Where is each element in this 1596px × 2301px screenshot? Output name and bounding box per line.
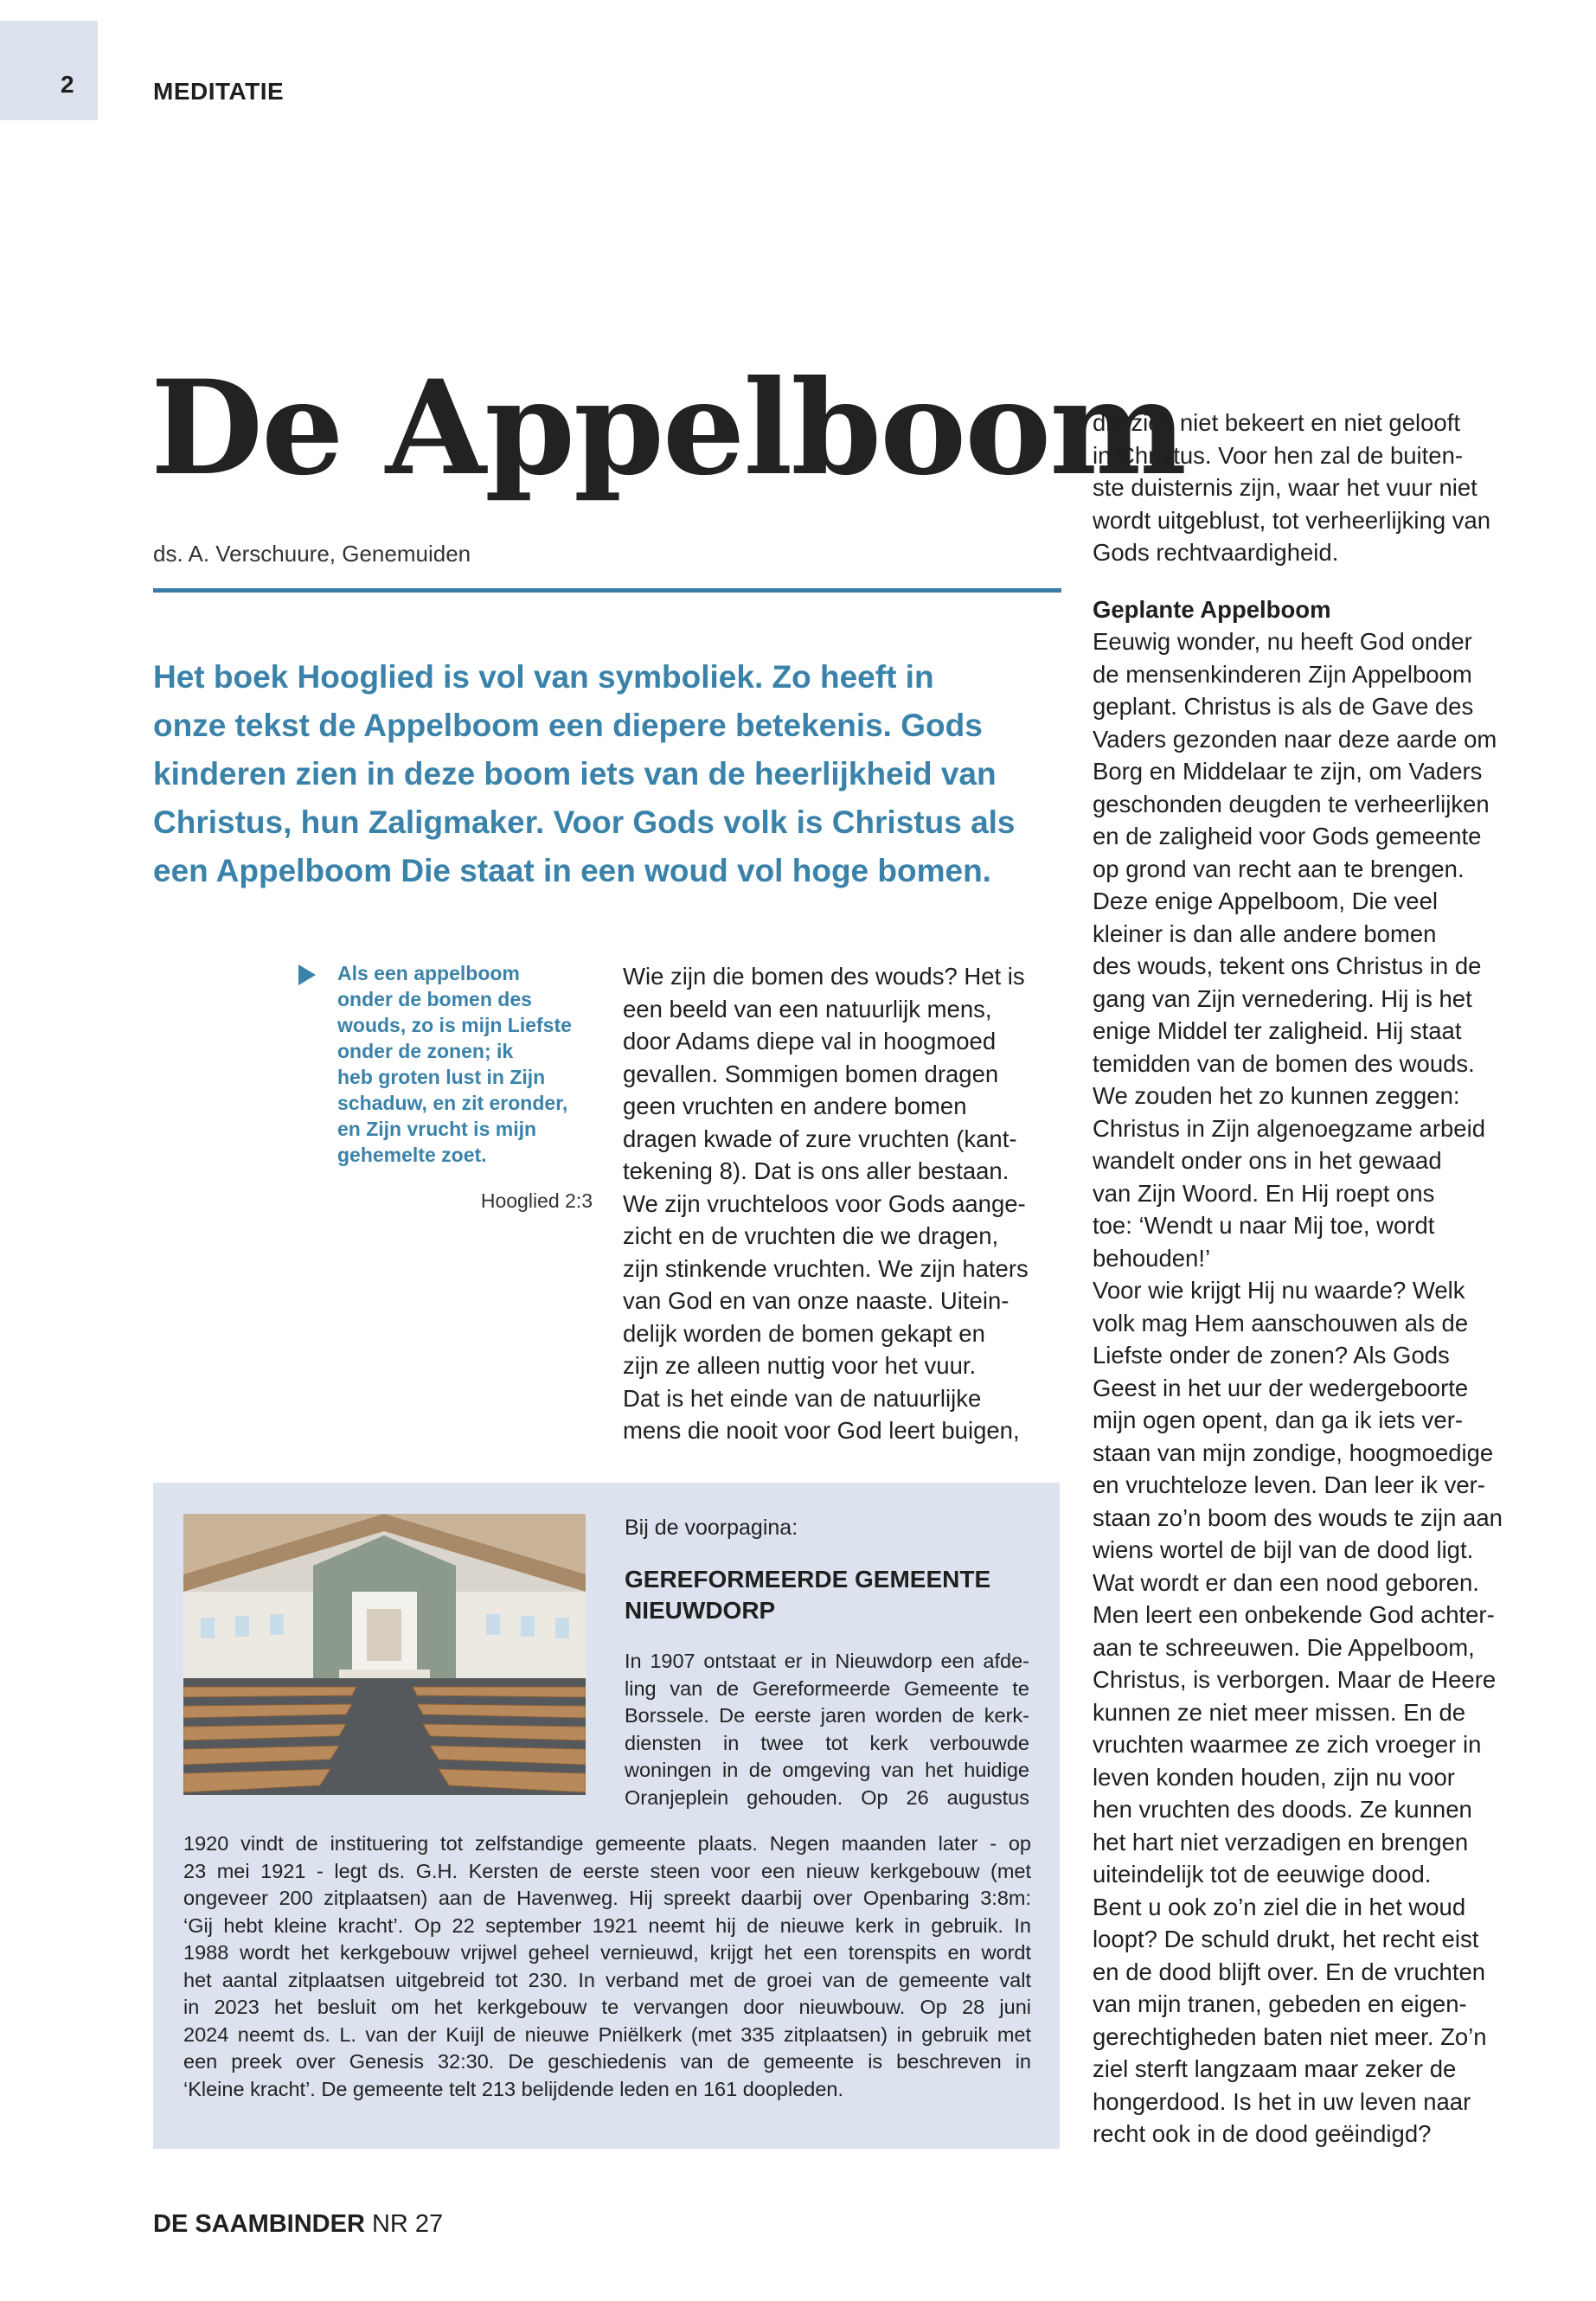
body-line: Liefste onder de zonen? Als Gods [1093,1342,1450,1368]
cover-text-line: 1988 wordt het kerkgebouw vrijwel geheel vernieuwd, krijgt het een torenspits en wordt [183,1941,1031,1964]
body-line: hongerdood. Is het in uw leven naar [1093,2087,1471,2115]
lead-line: Het boek Hooglied is vol van symboliek. Zo heeft in [153,659,934,695]
cover-text-line: ‘Kleine kracht’. De gemeente telt 213 belijdende leden en 161 doopleden. [183,2077,844,2100]
subheading: Geplante Appelboom [1093,595,1331,623]
page-number: 2 [61,71,74,98]
body-line: door Adams diepe val in hoogmoed [623,1028,997,1054]
body-line: die zich niet bekeert en niet gelooft [1093,409,1461,436]
body-line: Vaders gezonden naar deze aarde om [1093,725,1497,753]
body-line: loopt? De schuld drukt, het recht eist [1093,1926,1479,1952]
lead-line: kinderen zien in deze boom iets van de heerlijkheid van [153,756,997,792]
section-label: MEDITATIE [153,78,285,105]
quote-line: onder de bomen des [337,988,532,1010]
body-line: en vruchteloze leven. Dan leer ik ver- [1093,1471,1485,1498]
body-line: Men leert een onbekende God achter- [1093,1601,1495,1628]
body-line: van Zijn Woord. En Hij roept ons [1093,1179,1435,1207]
quote-line: en Zijn vrucht is mijn [337,1118,537,1140]
quote-reference: Hooglied 2:3 [480,1189,593,1212]
body-line: Christus, is verborgen. Maar de Heere [1093,1666,1497,1693]
body-column-right [1093,407,1542,2150]
cover-text-line: ‘Gij hebt kleine kracht’. Op 22 september 1921 neemt hij de nieuwe kerk in gebruik. In [183,1913,1031,1937]
cover-text-line: Borssele. De eerste jaren worden de kerk- [625,1704,1029,1727]
body-line: dragen kwade of zure vruchten (kant- [623,1125,1017,1152]
body-line: leven konden houden, zijn nu voor [1093,1763,1455,1791]
cover-title-line: GEREFORMEERDE GEMEENTE [625,1566,991,1593]
lead-line: Christus, hun Zaligmaker. Voor Gods volk is Christus als [153,804,1016,840]
title-divider [153,588,1061,593]
cover-text-line: ongeveer 200 zitplaatsen) aan de Havenweg. Hij spreekt daarbij over Openbaring 3:8m: [183,1887,1031,1909]
cover-text-line: 2024 neemt ds. L. van der Kuijl de nieuwe Pniëlkerk (met 335 zitplaatsen) in gebruik met [183,2022,1031,2046]
quote-line: gehemelte zoet. [337,1144,487,1166]
body-line: ziel sterft langzaam maar zeker de [1093,2055,1457,2082]
cover-text-line: Oranjeplein gehouden. Op 26 augustus [625,1785,1029,1809]
quote-line: schaduw, en zit eronder, [337,1092,568,1114]
footer-issue: NR 27 [371,2210,444,2238]
body-line: zicht en de vruchten die we dragen, [623,1222,999,1249]
body-line: in Christus. Voor hen zal de buiten- [1093,441,1464,469]
body-line: een beeld van een natuurlijk mens, [623,995,992,1022]
cover-text-line: diensten in twee tot kerk verbouwde [625,1731,1029,1754]
body-line: mijn ogen opent, dan ga ik iets ver- [1093,1407,1464,1433]
body-line: enige Middel ter zaligheid. Hij staat [1093,1017,1462,1044]
quote-triangle-icon [298,965,316,985]
body-line: Borg en Middelaar te zijn, om Vaders [1093,758,1483,785]
body-line: gevallen. Sommigen bomen dragen [623,1060,999,1087]
lead-line: een Appelboom Die staat in een woud vol hoge bomen. [153,853,991,888]
body-line: vruchten waarmee ze zich vroeger in [1093,1731,1482,1758]
cover-note-kicker: Bij de voorpagina: [625,1516,798,1540]
body-line: Wat wordt er dan een nood geboren. [1093,1568,1479,1596]
body-line: Voor wie krijgt Hij nu waarde? Welk [1093,1277,1465,1304]
body-line: gang van Zijn vernedering. Hij is het [1093,984,1472,1012]
quote-line: Als een appelboom [337,962,520,984]
body-line: temidden van de bomen des wouds. [1093,1049,1475,1077]
body-line: uiteindelijk tot de eeuwige dood. [1093,1861,1432,1888]
body-line: We zouden het zo kunnen zeggen: [1093,1082,1460,1109]
body-line: des wouds, tekent ons Christus in de [1093,952,1482,979]
cover-text-line: het aantal zitplaatsen uitgebreid tot 230. In verband met de groei van de gemeente valt [183,1968,1031,1991]
body-line: Wie zijn die bomen des wouds? Het is [623,963,1025,990]
cover-text-line: in 2023 het besluit om het kerkgebouw te vervangen door nieuwbouw. Op 28 juni [183,1996,1031,2018]
footer-magazine: DE SAAMBINDER [153,2210,365,2238]
body-line: ste duisternis zijn, waar het vuur niet [1093,474,1477,501]
article-byline: ds. A. Verschuure, Genemuiden [153,541,471,567]
cover-text-line: 23 mei 1921 - legt ds. G.H. Kersten de eerste steen voor een nieuw kerkgebouw (met [183,1859,1031,1882]
body-line: geplant. Christus is als de Gave des [1093,693,1474,720]
cover-text-line: 1920 vindt de instituering tot zelfstandige gemeente plaats. Negen maanden later - op [183,1832,1031,1855]
body-line: aan te schreeuwen. Die Appelboom, [1093,1633,1475,1661]
quote-line: heb groten lust in Zijn [337,1066,546,1088]
body-column-middle [623,960,1064,1447]
body-line: Dat is het einde van de natuurlijke [623,1384,982,1412]
body-line: van mijn tranen, gebeden en eigen- [1093,1990,1467,2017]
body-line: kunnen ze niet meer missen. En de [1093,1698,1466,1726]
body-line: het hart niet verzadigen en brengen [1093,1828,1469,1856]
body-line: delijk worden de bomen gekapt en [623,1319,985,1347]
body-line: tekening 8). Dat is ons aller bestaan. [623,1157,1010,1184]
cover-text-line: ling van de Gereformeerde Gemeente te [625,1676,1029,1700]
body-line: staan van mijn zondige, hoogmoedige [1093,1439,1494,1466]
bible-quote [337,960,597,1168]
quote-line: onder de zonen; ik [337,1040,514,1062]
body-line: wordt uitgeblust, tot verheerlijking van [1093,506,1491,534]
body-line: Deze enige Appelboom, Die veel [1093,888,1439,914]
body-line: staan zo’n boom des wouds te zijn aan [1093,1503,1503,1531]
body-line: wandelt onder ons in het gewaad [1093,1147,1442,1174]
cover-text-line: woningen in de omgeving van het huidige [625,1759,1029,1781]
body-line: en de zaligheid voor Gods gemeente [1093,823,1482,849]
body-line: Geest in het uur der wedergeboorte [1093,1374,1469,1401]
body-line: kleiner is dan alle andere bomen [1093,920,1437,947]
cover-text-line: een preek over Genesis 32:30. De geschiedenis van de gemeente is beschreven in [183,2050,1031,2073]
body-line: op grond van recht aan te brengen. [1093,855,1465,882]
page-number-tab [0,21,98,120]
cover-text-line: In 1907 ontstaat er in Nieuwdorp een afde- [625,1650,1029,1672]
body-line: recht ook in de dood geëindigd? [1093,2120,1432,2147]
body-line: wiens wortel de bijl van de dood ligt. [1093,1536,1474,1563]
body-line: hen vruchten des doods. Ze kunnen [1093,1796,1472,1823]
cover-note-text-narrow [625,1648,1029,1811]
cover-title-line: NIEUWDORP [625,1597,776,1624]
body-line: van God en van onze naaste. Uitein- [623,1287,1010,1314]
article-lead [153,653,1070,895]
body-line: behouden!’ [1093,1244,1211,1272]
church-interior-photo [183,1514,586,1795]
body-line: Christus in Zijn algenoegzame arbeid [1093,1114,1485,1142]
body-line: Eeuwig wonder, nu heeft God onder [1093,628,1472,655]
body-line: gerechtigheden baten niet meer. Zo’n [1093,2022,1487,2050]
body-line: de mensenkinderen Zijn Appelboom [1093,660,1472,688]
body-line: toe: ‘Wendt u naar Mij toe, wordt [1093,1212,1435,1239]
body-line: zijn ze alleen nuttig voor het vuur. [623,1352,977,1379]
lead-line: onze tekst de Appelboom een diepere betekenis. Gods [153,708,983,743]
body-line: zijn stinkende vruchten. We zijn haters [623,1254,1029,1282]
body-line: Bent u ook zo’n ziel die in het woud [1093,1893,1466,1920]
body-line: Gods rechtvaardigheid. [1093,539,1339,566]
page-footer [153,2210,443,2239]
cover-note-title [625,1564,990,1626]
body-line: We zijn vruchteloos voor Gods aange- [623,1189,1026,1217]
paragraph-gap [1093,569,1542,593]
body-line: volk mag Hem aanschouwen als de [1093,1309,1469,1336]
body-line: mens die nooit voor God leert buigen, [623,1417,1020,1444]
quote-line: wouds, zo is mijn Liefste [337,1014,572,1036]
body-line: en de dood blijft over. En de vruchten [1093,1958,1486,1985]
cover-note-text-wide [183,1830,1031,2103]
body-line: geschonden deugden te verheerlijken [1093,790,1490,817]
body-line: geen vruchten en andere bomen [623,1093,967,1119]
article-title: De Appelboom [151,352,1185,504]
